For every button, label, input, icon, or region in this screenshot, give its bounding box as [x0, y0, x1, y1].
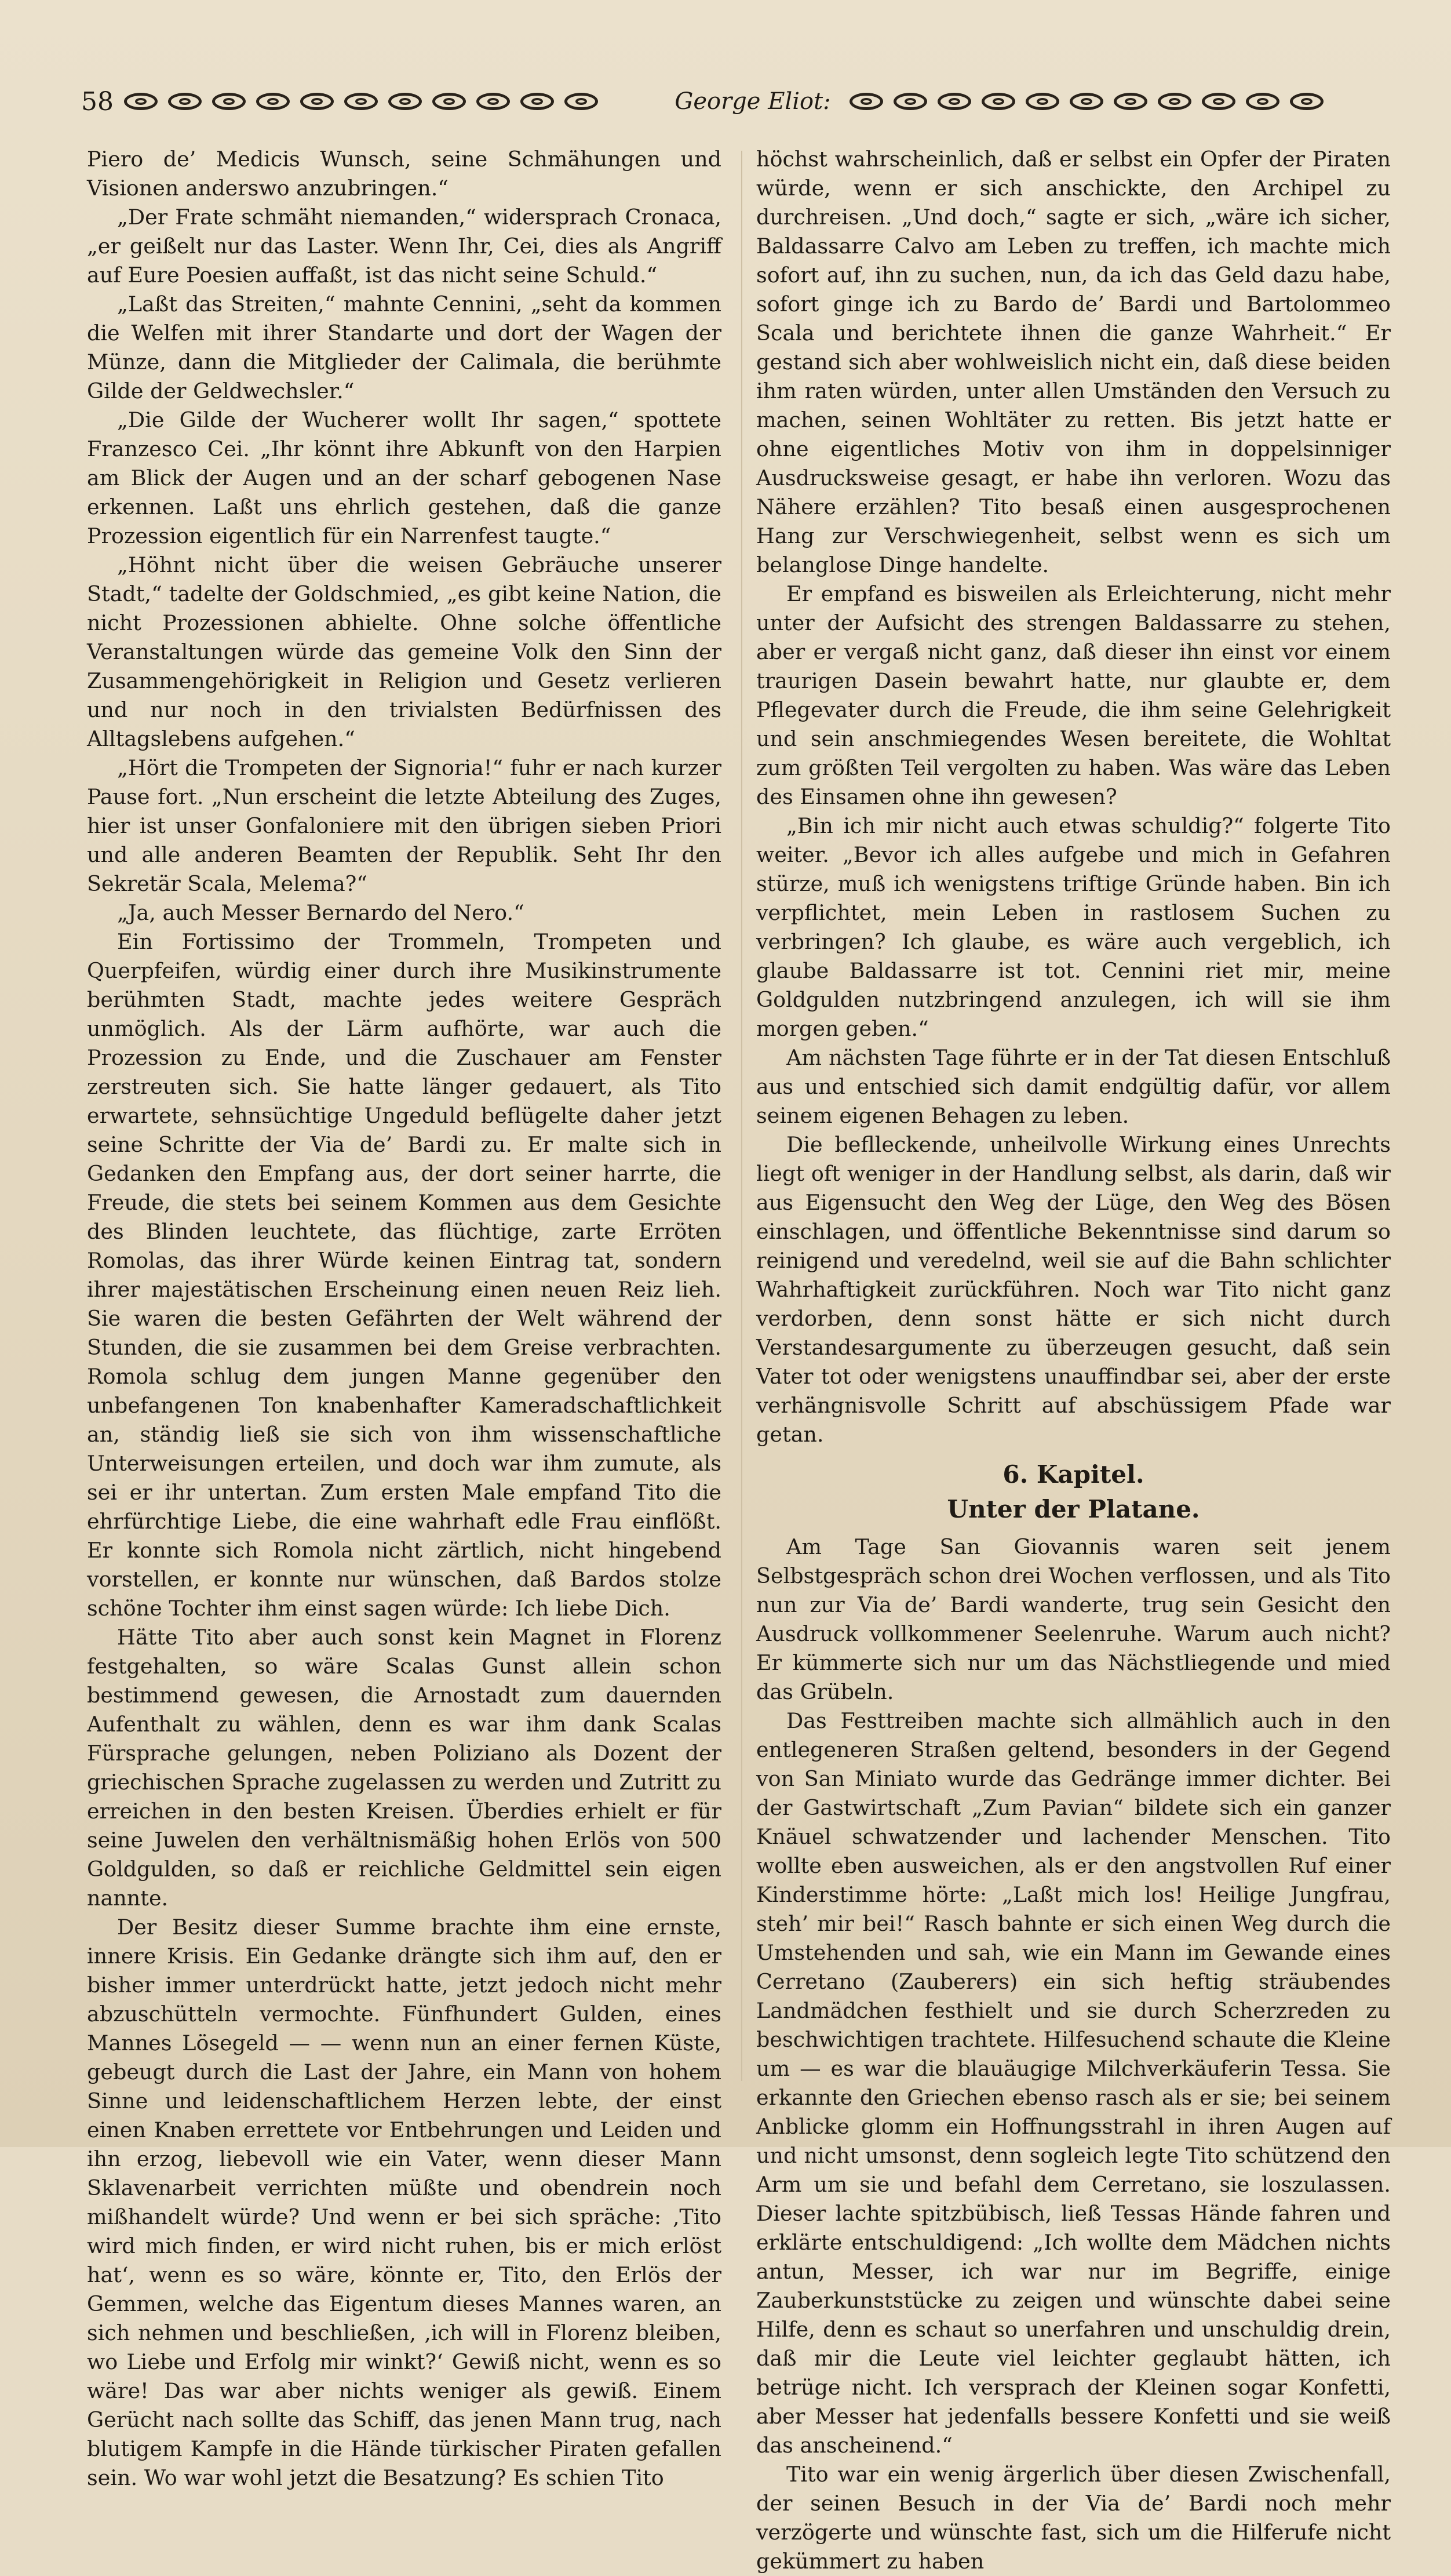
- scroll-ornament-icon: [256, 93, 290, 110]
- scroll-ornament-icon: [212, 93, 246, 110]
- scroll-ornament-icon: [1026, 93, 1059, 110]
- text-columns: [87, 145, 1391, 2574]
- paragraph: „Bin ich mir nicht auch etwas schuldig?“ folgerte Tito weiter. „Bevor ich alles aufgebe und mich in Gefahren stürze, muß ich wenigstens triftige Gründe haben. Bin ich verpflichtet, mein Leben in rastlosem Suchen zu verbringen? Ich glaube, es wäre auch vergeblich, ich glaube Baldassarre ist tot. Cennini riet mir, meine Goldgulden nutzbringend anzulegen, ich will sie ihm morgen geben.“: [756, 813, 1391, 1041]
- scroll-ornament-icon: [564, 93, 598, 110]
- paragraph: Tito war ein wenig ärgerlich über diesen Zwischenfall, der seinen Besuch in der Via de’ Bardi noch mehr verzögerte und wünschte fast, sich um die Hilferufe nicht gekümmert zu haben: [756, 2462, 1391, 2574]
- header-ornament-right: [850, 93, 1381, 110]
- scroll-ornament-icon: [1246, 93, 1279, 110]
- scroll-ornament-icon: [894, 93, 927, 110]
- paragraph: Am nächsten Tage führte er in der Tat diesen Entschluß aus und entschied sich damit endgültig dafür, vor allem seinem eigenen Behagen zu leben.: [756, 1045, 1391, 1128]
- scroll-ornament-icon: [1158, 93, 1191, 110]
- scroll-ornament-icon: [476, 93, 510, 110]
- scroll-ornament-icon: [1114, 93, 1147, 110]
- scroll-ornament-icon: [124, 93, 158, 110]
- page-number: 58: [81, 86, 114, 117]
- scroll-ornament-icon: [938, 93, 971, 110]
- paragraph: Am Tage San Giovannis waren seit jenem Selbstgespräch schon drei Wochen verflossen, und als Tito nun zur Via de’ Bardi wanderte, trug sein Gesicht den Ausdruck vollkommener Seelenruhe. Warum auch nicht? Er kümmerte sich nur um das Nächstliegende und mied das Grübeln.: [756, 1534, 1391, 1704]
- chapter-title: Unter der Platane.: [947, 1495, 1200, 1523]
- scroll-ornament-icon: [432, 93, 466, 110]
- paragraph: Das Festtreiben machte sich allmählich auch in den entlegeneren Straßen geltend, besonders in der Gegend von San Miniato wurde das Gedränge immer dichter. Bei der Gastwirtschaft „Zum Pavian“ bildete sich ein ganzer Knäuel schwatzender und lachender Menschen. Tito wollte eben ausweichen, als er den angstvollen Ruf einer Kinderstimme hörte: „Laßt mich los! Heilige Jungfrau, steh’ mir bei!“ Rasch bahnte er sich einen Weg durch die Umstehenden und sah, wie ein Mann im Gewande eines Cerretano (Zauberers) ein sich heftig sträubendes Landmädchen festhielt und sie durch Scherzreden zu beschwichtigen trachtete. Hilfesuchend schaute die Kleine um — es war die blauäugige Milchverkäuferin Tessa. Sie erkannte den Griechen ebenso rasch als er sie; bei seinem Anblicke glomm ein Hoffnungsstrahl in ihren Augen auf und nicht umsonst, denn sogleich legte Tito schützend den Arm um sie und befahl dem Cerretano, sie loszulassen. Dieser lachte spitzbübisch, ließ Tessas Hände fahren und erklärte entschuldigend: „Ich wollte dem Mädchen nichts antun, Messer, ich war nur im Begriffe, einige Zauberkunststücke zu zeigen und wünschte dabei seine Hilfe, denn es schaut so unerfahren und unschuldig drein, daß mir die Leute viel leichter geglaubt hätten, ich betrüge nicht. Ich versprach der Kleinen sogar Konfetti, aber Messer hat jedenfalls bessere Konfetti und sie weiß das anscheinend.“: [756, 1708, 1391, 2458]
- paragraph: „Ja, auch Messer Bernardo del Nero.“: [117, 900, 524, 925]
- header-ornament-left: [124, 93, 656, 110]
- chapter-number: 6. Kapitel.: [1002, 1460, 1144, 1489]
- right-column: [756, 145, 1391, 2574]
- scroll-ornament-icon: [1070, 93, 1103, 110]
- paragraph: „Laßt das Streiten,“ mahnte Cennini, „seht da kommen die Welfen mit ihrer Standarte und dort der Wagen der Münze, dann die Mitglieder der Calimala, die berühmte Gilde der Geldwechsler.“: [87, 292, 721, 403]
- paragraph: höchst wahrscheinlich, daß er selbst ein Opfer der Piraten würde, wenn er sich anschickte, den Archipel zu durchreisen. „Und doch,“ sagte er sich, „wäre ich sicher, Baldassarre Calvo am Leben zu treffen, ich machte mich sofort auf, ihn zu suchen, nun, da ich das Geld dazu habe, sofort ginge ich zu Bardo de’ Bardi und Bartolommeo Scala und berichtete ihnen die ganze Wahrheit.“ Er gestand sich aber wohlweislich nicht ein, daß diese beiden ihm raten würden, unter allen Umständen den Versuch zu machen, seinen Wohltäter zu retten. Bis jetzt hatte er ohne eigentliches Motiv von ihm in doppelsinniger Ausdrucksweise gesagt, er habe ihn verloren. Wozu das Nähere erzählen? Tito besaß einen ausgesprochenen Hang zur Verschwiegenheit, selbst wenn es sich um belanglose Dinge handelte.: [756, 147, 1391, 577]
- left-column: [87, 145, 721, 2490]
- scroll-ornament-icon: [300, 93, 334, 110]
- scroll-ornament-icon: [1290, 93, 1324, 110]
- paragraph: Die beflleckende, unheilvolle Wirkung eines Unrechts liegt oft weniger in der Handlung selbst, als darin, daß wir aus Eigensucht den Weg der Lüge, den Weg des Bösen einschlagen, und öffentliche Bekenntnisse sind darum so reinigend und veredelnd, weil sie auf die Bahn schlichter Wahrhaftigkeit zurückführen. Noch war Tito nicht ganz verdorben, denn sonst hätte er sich nicht durch Verstandesargumente zu überzeugen gesucht, daß sein Vater tot oder wenigstens unauffindbar sei, aber der erste verhängnisvolle Schritt auf abschüssigem Pfade war getan.: [756, 1132, 1391, 1447]
- paragraph: „Der Frate schmäht niemanden,“ widersprach Cronaca, „er geißelt nur das Laster. Wenn Ihr, Cei, dies als Angriff auf Eure Poesien auffaßt, ist das nicht seine Schuld.“: [87, 205, 721, 288]
- scroll-ornament-icon: [520, 93, 554, 110]
- scroll-ornament-icon: [388, 93, 422, 110]
- page-header: [81, 84, 1381, 119]
- scroll-ornament-icon: [1202, 93, 1235, 110]
- scroll-ornament-icon: [344, 93, 378, 110]
- scroll-ornament-icon: [982, 93, 1015, 110]
- paragraph: Ein Fortissimo der Trommeln, Trompeten und Querpfeifen, würdig einer durch ihre Musikinstrumente berühmten Stadt, machte jedes weitere Gespräch unmöglich. Als der Lärm aufhörte, war auch die Prozession zu Ende, und die Zuschauer am Fenster zerstreuten sich. Sie hatte länger gedauert, als Tito erwartete, sehnsüchtige Ungeduld beflügelte daher jetzt seine Schritte der Via de’ Bardi zu. Er malte sich in Gedanken den Empfang aus, der dort seiner harrte, die Freude, die stets bei seinem Kommen aus dem Gesichte des Blinden leuchtete, das flüchtige, zarte Erröten Romolas, das ihrer Würde keinen Eintrag tat, sondern ihrer majestätischen Erscheinung einen neuen Reiz lieh. Sie waren die besten Gefährten der Welt während der Stunden, die sie zusammen bei dem Greise verbrachten. Romola schlug dem jungen Manne gegenüber den unbefangenen Ton knabenhafter Kameradschaftlichkeit an, ständig ließ sie sich von ihm wissenschaftliche Unterweisungen erteilen, und doch war ihm zumute, als sei er ihr untertan. Zum ersten Male empfand Tito die ehrfürchtige Liebe, die eine wahrhaft edle Frau einflößt. Er konnte sich Romola nicht zärtlich, nicht hingebend vorstellen, er konnte nur wünschen, daß Bardos stolze schöne Tochter ihm einst sagen würde: Ich liebe Dich.: [87, 929, 721, 1621]
- running-head: George Eliot:: [675, 88, 831, 115]
- paragraph: „Höhnt nicht über die weisen Gebräuche unserer Stadt,“ tadelte der Goldschmied, „es gibt keine Nation, die nicht Prozessionen abhielte. Ohne solche öffentliche Veranstaltungen würde das gemeine Volk den Sinn der Zusammengehörigkeit in Religion und Gesetz verlieren und nur noch in den trivialsten Bedürfnissen des Alltagslebens aufgehen.“: [87, 552, 721, 751]
- paragraph: Er empfand es bisweilen als Erleichterung, nicht mehr unter der Aufsicht des strengen Baldassarre zu stehen, aber er vergaß nicht ganz, daß dieser ihn einst vor einem traurigen Dasein bewahrt hatte, nur glaubte er, dem Pflegevater durch die Freude, die ihm seine Gelehrigkeit und sein anschmiegendes Wesen bereitete, die Wohltat zum größten Teil vergolten zu haben. Was wäre das Leben des Einsamen ohne ihn gewesen?: [756, 581, 1391, 809]
- paragraph: Piero de’ Medicis Wunsch, seine Schmähungen und Visionen anderswo anzubringen.“: [87, 147, 721, 201]
- paragraph: Hätte Tito aber auch sonst kein Magnet in Florenz festgehalten, so wäre Scalas Gunst allein schon bestimmend gewesen, die Arnostadt zum dauernden Aufenthalt zu wählen, denn es war ihm dank Scalas Fürsprache gelungen, neben Poliziano als Dozent der griechischen Sprache zugelassen zu werden und Zutritt zu erreichen in den besten Kreisen. Überdies erhielt er für seine Juwelen den verhältnismäßig hohen Erlös von 500 Goldgulden, so daß er reichliche Geldmittel sein eigen nannte.: [87, 1625, 721, 1911]
- paragraph: „Die Gilde der Wucherer wollt Ihr sagen,“ spottete Franzesco Cei. „Ihr könnt ihre Abkunft von den Harpien am Blick der Augen und an der scharf gebogenen Nase erkennen. Laßt uns ehrlich gestehen, daß die ganze Prozession eigentlich für ein Narrenfest taugte.“: [87, 407, 721, 548]
- scroll-ornament-icon: [850, 93, 883, 110]
- scroll-ornament-icon: [168, 93, 202, 110]
- paragraph: Der Besitz dieser Summe brachte ihm eine ernste, innere Krisis. Ein Gedanke drängte sich ihm auf, den er bisher immer unterdrückt hatte, jetzt jedoch nicht mehr abzuschütteln vermochte. Fünfhundert Gulden, eines Mannes Lösegeld — — wenn nun an einer fernen Küste, gebeugt durch die Last der Jahre, ein Mann von hohem Sinne und leidenschaftlichem Herzen lebte, der einst einen Knaben errettete vor Entbehrungen und Leiden und ihn erzog, liebevoll wie ein Vater, wenn dieser Mann Sklavenarbeit verrichten müßte und obendrein noch mißhandelt würde? Und wenn er bei sich spräche: ‚Tito wird mich finden, er wird nicht ruhen, bis er mich erlöst hat‘, wenn es so wäre, könnte er, Tito, den Erlös der Gemmen, welche das Eigentum dieses Mannes waren, an sich nehmen und beschließen, ‚ich will in Florenz bleiben, wo Liebe und Erfolg mir winkt?‘ Gewiß nicht, wenn es so wäre! Das war aber nichts weniger als gewiß. Einem Gerücht nach sollte das Schiff, das jenen Mann trug, nach blutigem Kampfe in die Hände türkischer Piraten gefallen sein. Wo war wohl jetzt die Besatzung? Es schien Tito: [87, 1915, 721, 2490]
- paragraph: „Hört die Trompeten der Signoria!“ fuhr er nach kurzer Pause fort. „Nun erscheint die letzte Abteilung des Zuges, hier ist unser Gonfaloniere mit den übrigen sieben Priori und alle anderen Beamten der Republik. Seht Ihr den Sekretär Scala, Melema?“: [87, 755, 721, 896]
